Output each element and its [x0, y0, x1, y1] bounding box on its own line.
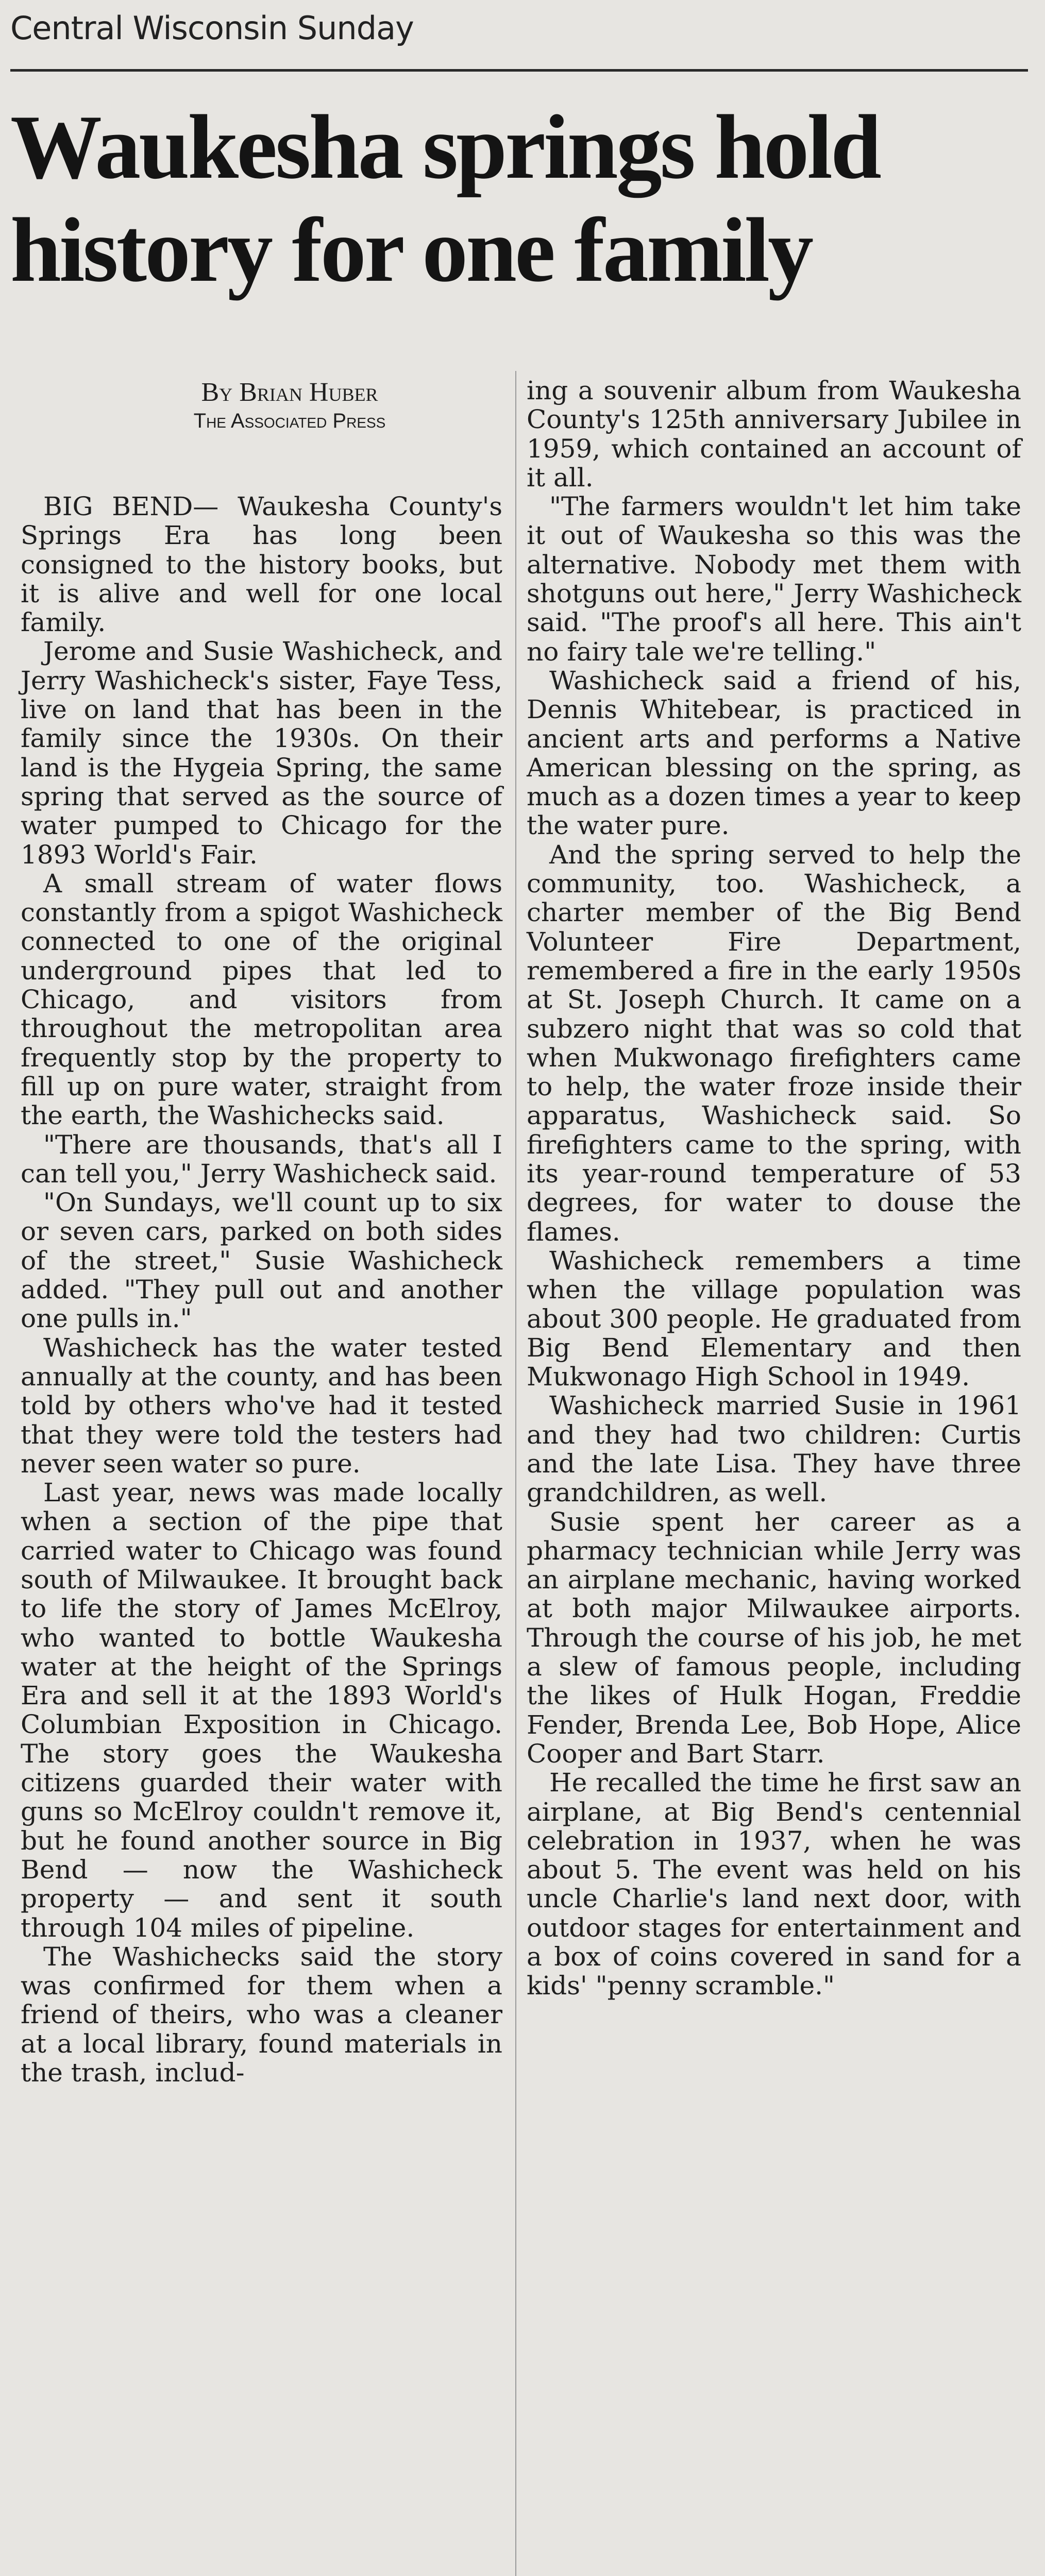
column-divider — [515, 371, 516, 2576]
article-paragraph: Washicheck has the water tested annually at the county, and has been told by others who've had it tested that they were told the testers had never seen water so pure. — [21, 1332, 502, 1479]
byline-organization: The Associated Press — [193, 410, 386, 432]
article-paragraph: "On Sundays, we'll count up to six or seven cars, parked on both sides of the street," Susie Washicheck added. "They pull out and another one pulls in." — [21, 1188, 502, 1334]
article-paragraph: The Washichecks said the story was confirmed for them when a friend of theirs, who was a cleaner at a local library, found materials in the trash, includ- — [21, 1941, 502, 2088]
article-paragraph: BIG BEND— Waukesha County's Springs Era has long been consigned to the history books, but it is alive and well for one local family. — [21, 492, 502, 638]
article-paragraph: And the spring served to help the community, too. Washicheck, a charter member of the Big Bend Volunteer Fire Department, remembered a fire in the early 1950s at St. Joseph Church. It came on a subzero night that was so cold that when Mukwonago firefighters came to help, the water froze inside their apparatus, Washicheck said. So firefighters came to the spring, with its year-round temperature of 53 degrees, for water to douse the flames. — [527, 839, 1021, 1247]
byline — [135, 377, 444, 434]
article-paragraph: He recalled the time he first saw an airplane, at Big Bend's centennial celebration in 1937, when he was about 5. The event was held on his uncle Charlie's land next door, with outdoor stages for entertainment and a box of coins covered in sand for a kids' "penny scramble." — [527, 1768, 1021, 2001]
article-paragraph: "There are thousands, that's all I can tell you," Jerry Washicheck said. — [21, 1129, 502, 1189]
headline: Waukesha springs hold history for one family — [10, 96, 880, 301]
article-column-right — [527, 376, 1021, 2001]
article-paragraph: ing a souvenir album from Waukesha County's 125th anniversary Jubilee in 1959, which contained an account of it all. — [527, 376, 1021, 493]
article-paragraph: Washicheck said a friend of his, Dennis Whitebear, is practiced in ancient arts and performs a Native American blessing on the spring, as much as a dozen times a year to keep the water pure. — [527, 665, 1021, 841]
article-paragraph: Susie spent her career as a pharmacy technician while Jerry was an airplane mechanic, having worked at both major Milwaukee airports. Through the course of his job, he met a slew of famous people, including the likes of Hulk Hogan, Freddie Fender, Brenda Lee, Bob Hope, Alice Cooper and Bart Starr. — [527, 1506, 1021, 1769]
article-column-left — [21, 492, 502, 2087]
article-paragraph: Washicheck remembers a time when the village population was about 300 people. He graduated from Big Bend Elementary and then Mukwonago High School in 1949. — [527, 1245, 1021, 1392]
article-paragraph: Last year, news was made locally when a section of the pipe that carried water to Chicago was found south of Milwaukee. It brought back to life the story of James McElroy, who wanted to bottle Waukesha water at the height of the Springs Era and sell it at the 1893 World's Columbian Exposition in Chicago. The story goes the Waukesha citizens guarded their water with guns so McElroy couldn't remove it, but he found another source in Big Bend — now the Washicheck property — and sent it south through 104 miles of pipeline. — [21, 1478, 502, 1943]
section-rule — [10, 69, 1028, 72]
section-label: Central Wisconsin Sunday — [10, 9, 414, 47]
article-paragraph: A small stream of water flows constantly from a spigot Washicheck connected to one of the original underground pipes that led to Chicago, and visitors from throughout the metropolitan area frequently stop by the property to fill up on pure water, straight from the earth, the Washichecks said. — [21, 868, 502, 1131]
article-paragraph: Jerome and Susie Washicheck, and Jerry Washicheck's sister, Faye Tess, live on land that has been in the family since the 1930s. On their land is the Hygeia Spring, the same spring that served as the source of water pumped to Chicago for the 1893 World's Fair. — [21, 636, 502, 870]
article-paragraph: Washicheck married Susie in 1961 and they had two children: Curtis and the late Lisa. They have three grandchildren, as well. — [527, 1391, 1021, 1508]
article-paragraph: "The farmers wouldn't let him take it out of Waukesha so this was the alternative. Nobody met them with shotguns out here," Jerry Washicheck said. "The proof's all here. This ain't no fairy tale we're telling." — [527, 492, 1021, 667]
byline-author: By Brian Huber — [201, 378, 378, 407]
